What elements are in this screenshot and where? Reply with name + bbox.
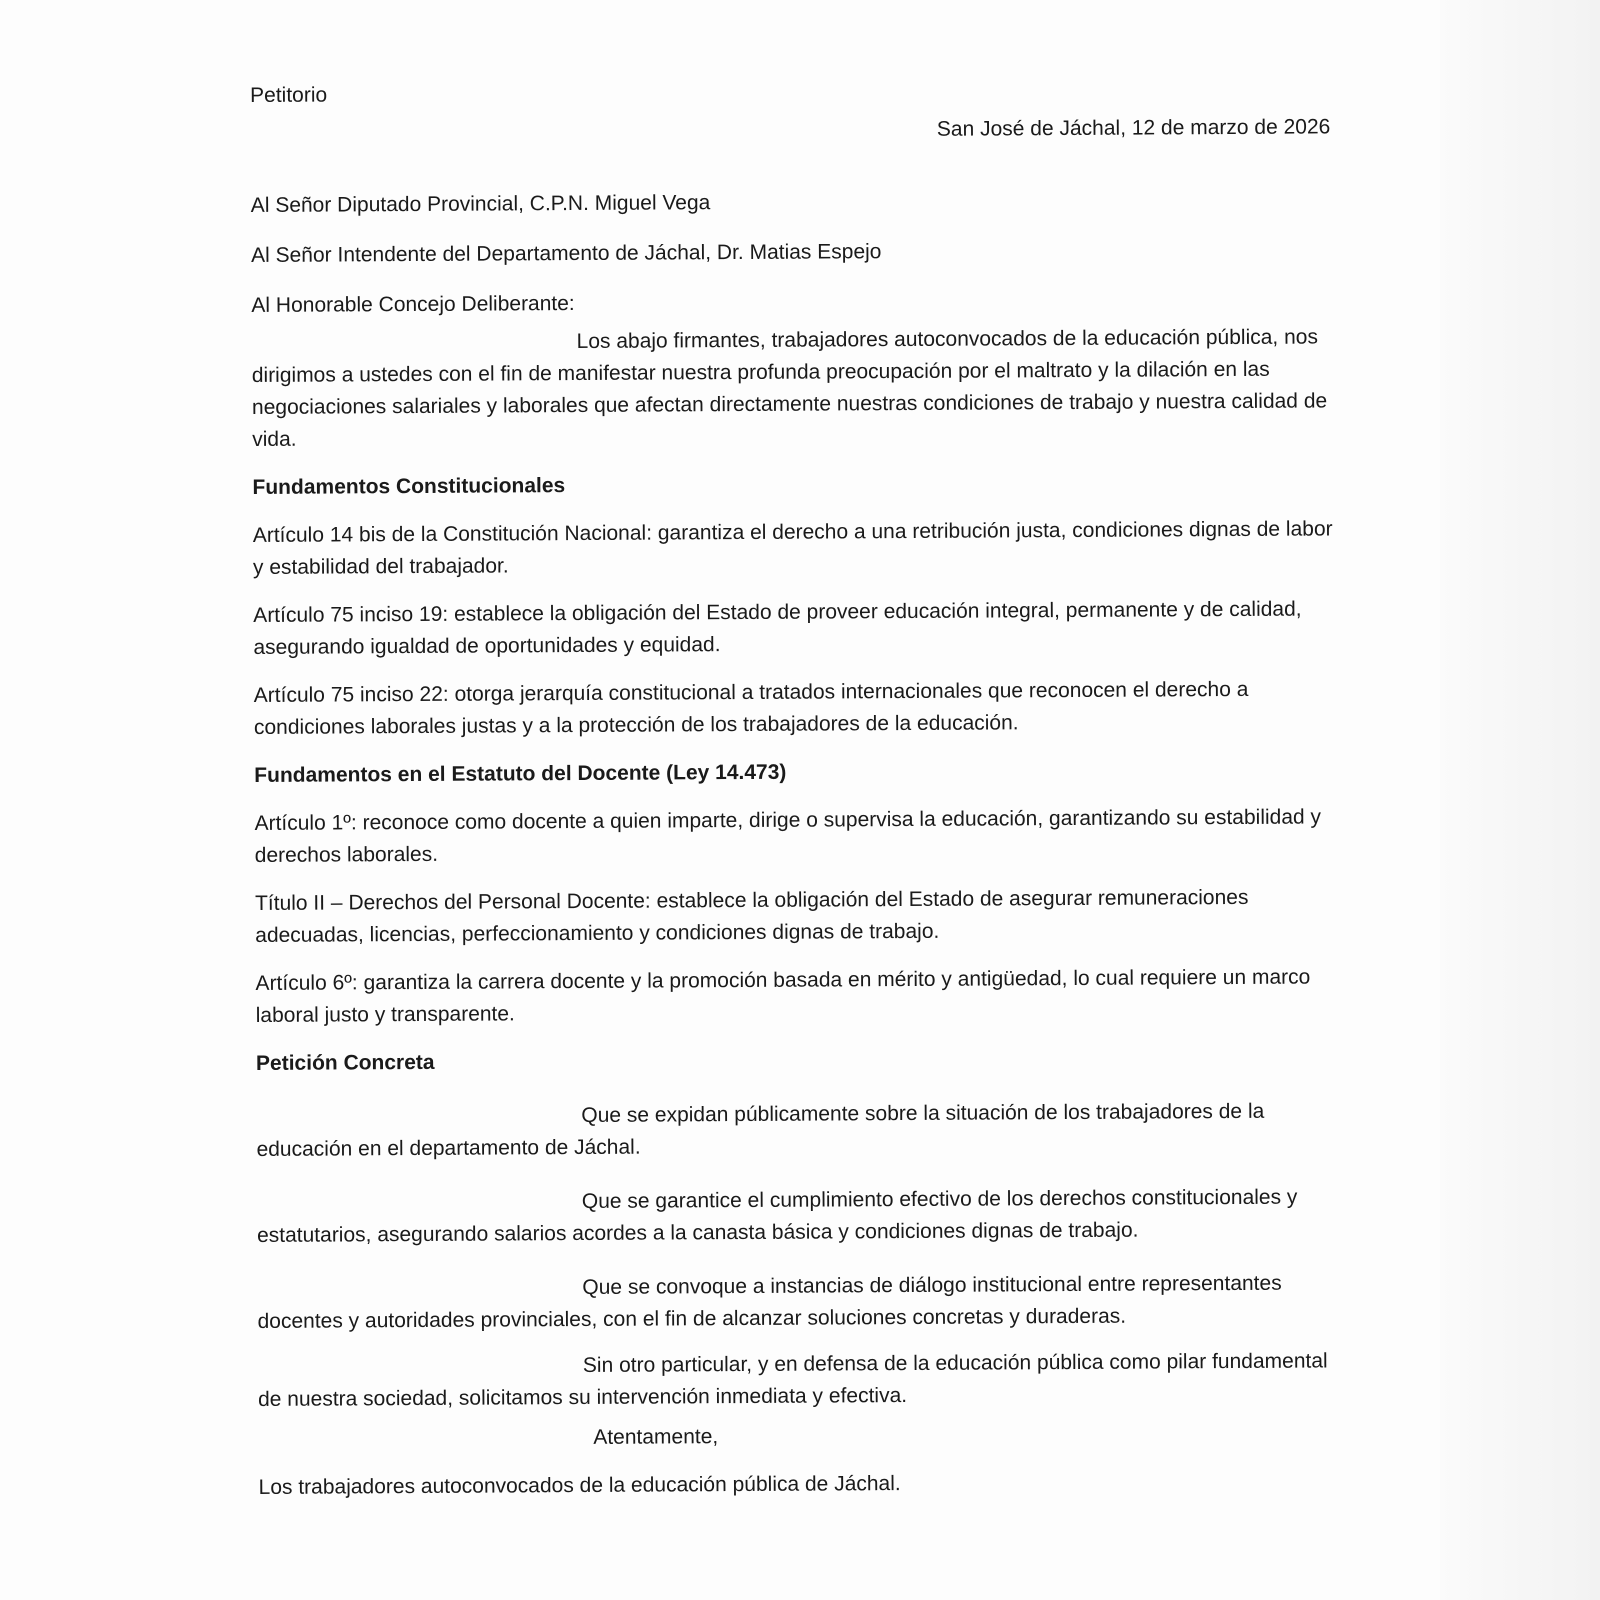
paragraph-indent xyxy=(258,1372,583,1374)
paragraph-indent xyxy=(257,1294,582,1296)
paragraph-indent xyxy=(252,348,577,350)
document-heading: Petitorio xyxy=(250,83,328,107)
paragraph-indent xyxy=(257,1208,582,1210)
section-title-petition: Petición Concreta xyxy=(255,1050,435,1075)
addressee-deputy: Al Señor Diputado Provincial, C.P.N. Miguel Vega xyxy=(250,191,711,217)
closing-paragraph xyxy=(258,1345,1348,1416)
section-title-statute: Fundamentos en el Estatuto del Docente (Ley 14.473) xyxy=(254,760,787,787)
page-edge-shadow xyxy=(1440,0,1600,1600)
paragraph-indent xyxy=(256,1122,581,1124)
petition-text-3: Que se convoque a instancias de diálogo institucional entre representantes docentes y autoridades provinciales, con el fin de alcanzar soluciones concretas y duraderas. xyxy=(257,1271,1282,1333)
date-line: San José de Jáchal, 12 de marzo de 2026 xyxy=(936,115,1331,141)
petition-item-1 xyxy=(256,1095,1346,1166)
statute-article-1: Artículo 1º: reconoce como docente a quien imparte, dirige o supervisa la educación, garantizando su estabilidad y derechos laborales. xyxy=(254,805,1322,867)
letter-body xyxy=(250,73,1349,1504)
addressee-mayor: Al Señor Intendente del Departamento de Jáchal, Dr. Matias Espejo xyxy=(251,240,882,267)
statute-article-6: Artículo 6º: garantiza la carrera docente y la promoción basada en mérito y antigüedad, lo cual requiere un marco laboral justo y transparente. xyxy=(255,965,1311,1027)
article-75-22: Artículo 75 inciso 22: otorga jerarquía constitucional a tratados internacionales que reconocen el derecho a condiciones laborales justas y a la protección de los trabajadores de la educación. xyxy=(253,677,1249,739)
addressee-council: Al Honorable Concejo Deliberante: xyxy=(251,292,575,317)
article-75-19: Artículo 75 inciso 19: establece la obligación del Estado de proveer educación integral, permanente y de calidad, asegurando igualdad de oportunidades y equidad. xyxy=(253,597,1302,659)
regards-line: Atentamente, xyxy=(593,1425,719,1449)
intro-paragraph xyxy=(252,321,1343,456)
petition-text-2: Que se garantice el cumplimiento efectivo de los derechos constitucionales y estatutarios, asegurando salarios acordes a la canasta básica y condiciones dignas de trabajo. xyxy=(256,1185,1298,1247)
petition-item-2 xyxy=(257,1181,1347,1252)
closing-text: Sin otro particular, y en defensa de la educación pública como pilar fundamental de nuestra sociedad, solicitamos su intervención inmediata y efectiva. xyxy=(257,1349,1328,1411)
petition-item-3 xyxy=(257,1267,1347,1338)
article-14-bis: Artículo 14 bis de la Constitución Nacional: garantiza el derecho a una retribución justa, condiciones dignas de labor y estabilidad del trabajador. xyxy=(252,517,1333,579)
section-title-constitutional: Fundamentos Constitucionales xyxy=(252,474,566,499)
intro-text: Los abajo firmantes, trabajadores autoconvocados de la educación pública, nos dirigimos a ustedes con el fin de manifestar nuestra profunda preocupación por el maltrato y la dilación en las negociaciones salariales y laborales que afectan directamente nuestras condiciones de trabajo y nuestra calidad de vida. xyxy=(251,325,1328,451)
statute-title-2: Título II – Derechos del Personal Docente: establece la obligación del Estado de asegurar remuneraciones adecuadas, licencias, perfeccionamiento y condiciones dignas de trabajo. xyxy=(254,885,1249,947)
petition-text-1: Que se expidan públicamente sobre la situación de los trabajadores de la educación en el departamento de Jáchal. xyxy=(256,1099,1265,1161)
signature-line: Los trabajadores autoconvocados de la educación pública de Jáchal. xyxy=(258,1472,901,1499)
